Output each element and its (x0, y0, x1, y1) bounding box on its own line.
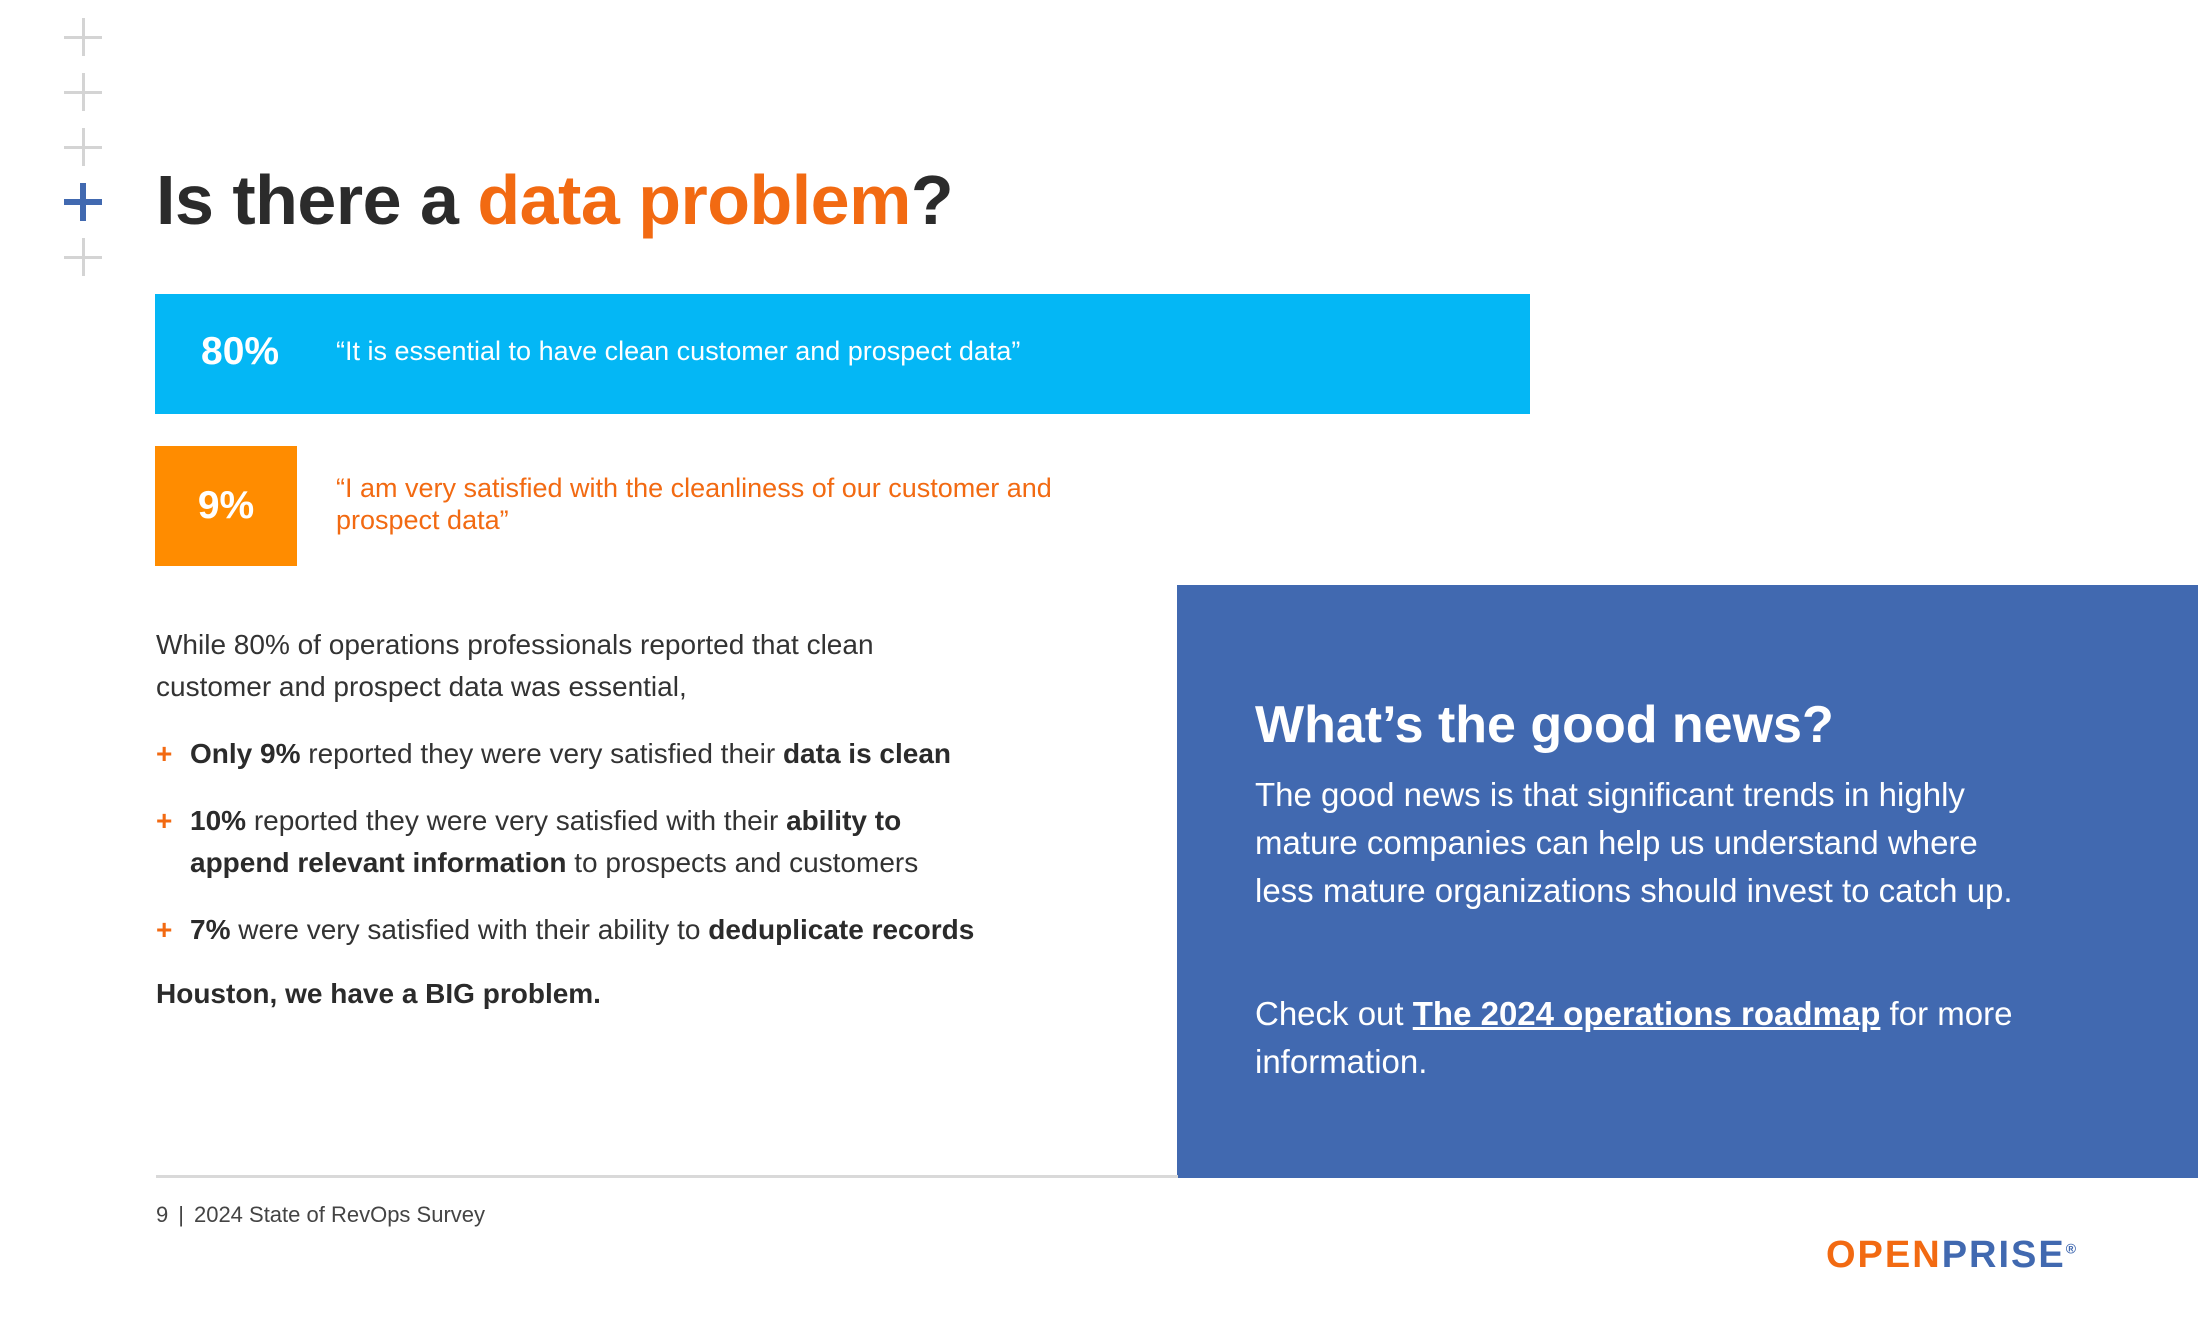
stat-bar-essential (155, 294, 1530, 414)
stat-quote: “I am very satisfied with the cleanliness of our customer and prospect data” (336, 473, 1052, 535)
panel-body: The good news is that significant trends in highly mature companies can help us understand where less mature organizations should invest to catch up. (1255, 776, 2013, 909)
panel-cta: Check out The 2024 operations roadmap for more information. (1255, 995, 2013, 1080)
footer-divider (156, 1175, 1178, 1178)
closing-statement: Houston, we have a BIG problem. (156, 978, 601, 1009)
page-title: Is there a data problem? (156, 161, 954, 239)
plus-bullet-icon: + (156, 805, 173, 836)
list-item: + 10% reported they were very satisfied with their ability to append relevant information to prospects and customers (156, 800, 960, 884)
plus-icon (64, 73, 102, 111)
findings-list (156, 733, 1036, 976)
list-item: + 7% were very satisfied with their ability to deduplicate records (156, 909, 1036, 951)
good-news-panel (1177, 585, 2198, 1178)
roadmap-link[interactable]: The 2024 operations roadmap (1412, 995, 1881, 1032)
plus-icon-active (64, 183, 102, 221)
openprise-logo: OPENPRISE® (1826, 1234, 2079, 1276)
stat-box-satisfied (155, 446, 297, 566)
stat-percent: 80% (201, 330, 280, 373)
plus-icon (64, 18, 102, 56)
stat-quote: “It is essential to have clean customer and prospect data” (336, 336, 1021, 366)
footer: 9 | 2024 State of RevOps Survey (156, 1202, 486, 1227)
plus-icon (64, 128, 102, 166)
plus-bullet-icon: + (156, 914, 173, 945)
plus-bullet-icon: + (156, 738, 173, 769)
list-item: + Only 9% reported they were very satisfied their data is clean (156, 733, 1036, 775)
panel-heading: What’s the good news? (1255, 696, 1834, 754)
intro-text: While 80% of operations professionals reported that clean customer and prospect data was essential, (156, 629, 874, 702)
stat-percent: 9% (197, 484, 255, 527)
page-number: 9 (156, 1202, 169, 1227)
plus-icon (64, 238, 102, 276)
footer-label: 2024 State of RevOps Survey (193, 1202, 486, 1227)
